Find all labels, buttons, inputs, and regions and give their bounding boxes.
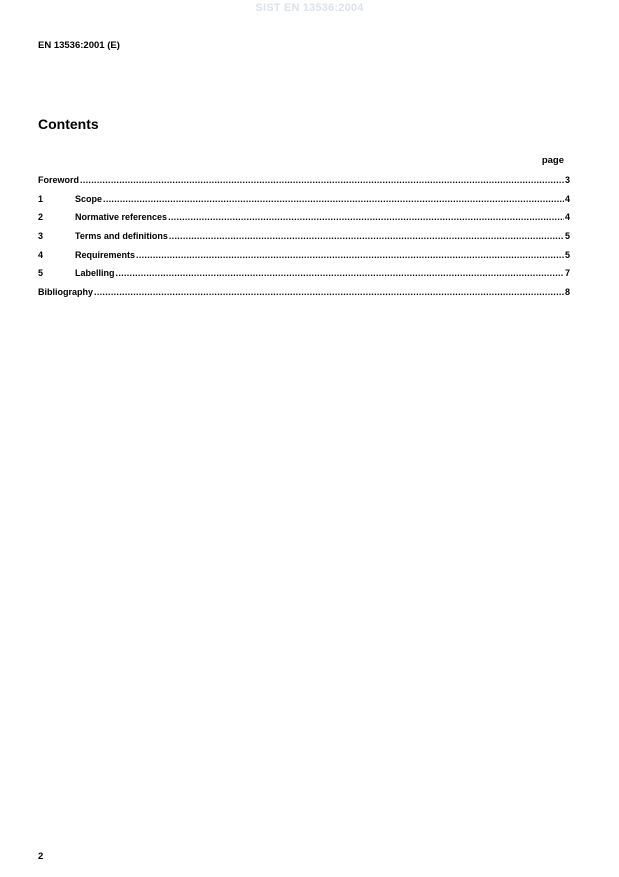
watermark: SIST EN 13536:2004 [255,2,364,14]
toc-entry-bibliography[interactable] [38,283,570,302]
toc-entry-title: Labelling [75,268,115,279]
toc-entry-page: 3 [564,175,570,185]
toc-entry-page: 4 [564,193,570,204]
toc-entry-normative-references[interactable] [38,208,570,227]
toc-entry-title: Normative references [75,212,168,223]
toc-entry-title: Requirements [75,249,136,260]
toc-leader-dots [94,283,564,302]
toc-entry-title: Terms and definitions [75,231,168,242]
toc-entry-title: Bibliography [38,287,94,298]
page-number: 2 [38,851,44,862]
toc-entry-title: Scope [75,193,103,204]
document-id: EN 13536:2001 (E) [38,40,120,51]
toc-entry-scope[interactable] [38,190,570,209]
toc-entry-number: 4 [38,249,44,260]
toc-entry-page: 8 [564,287,570,298]
table-of-contents [38,171,570,302]
toc-entry-title: Foreword [38,175,80,185]
toc-entry-number: 3 [38,231,44,242]
toc-entry-foreword[interactable] [38,171,570,190]
toc-leader-dots [168,208,564,227]
toc-leader-dots [103,190,564,209]
toc-leader-dots [116,264,564,283]
toc-entry-page: 4 [564,212,570,223]
toc-entry-page: 7 [564,268,570,279]
toc-entry-number: 2 [38,212,44,223]
toc-entry-terms-and-definitions[interactable] [38,227,570,246]
toc-entry-number: 1 [38,193,44,204]
toc-leader-dots [80,171,564,190]
toc-entry-page: 5 [564,231,570,242]
toc-entry-labelling[interactable] [38,264,570,283]
toc-entry-page: 5 [564,249,570,260]
toc-leader-dots [136,246,564,265]
page-column-label: page [541,155,564,166]
toc-leader-dots [169,227,564,246]
contents-title: Contents [38,116,99,132]
toc-entry-requirements[interactable] [38,246,570,265]
toc-entry-number: 5 [38,268,44,279]
